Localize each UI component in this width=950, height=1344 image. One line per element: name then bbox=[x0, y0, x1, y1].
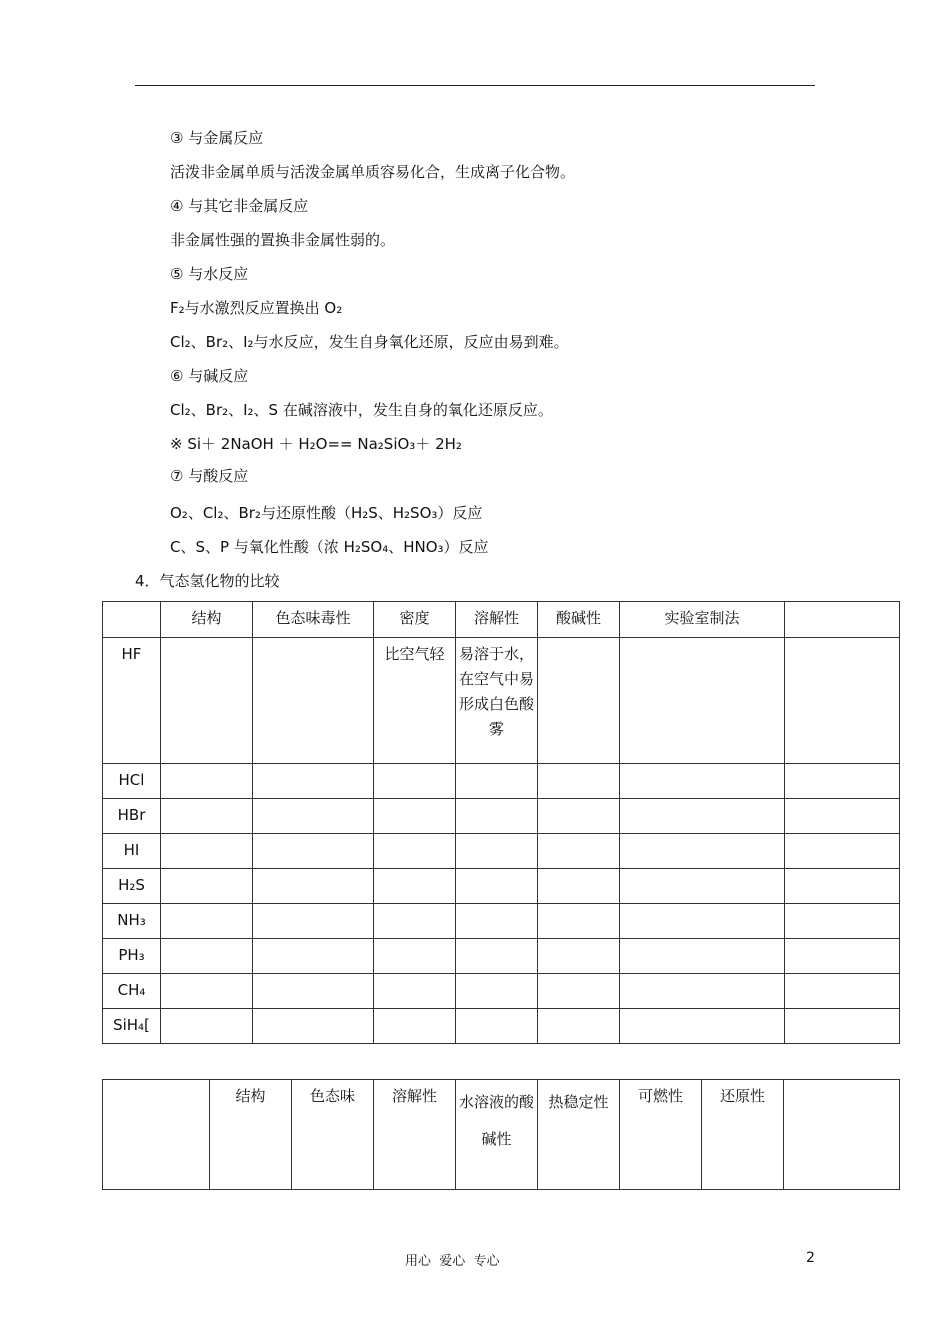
header-cell bbox=[784, 1080, 900, 1190]
table-cell bbox=[161, 974, 253, 1009]
table-cell bbox=[538, 834, 620, 869]
table-header-row bbox=[103, 602, 900, 638]
row-label: HBr bbox=[103, 799, 161, 834]
table-row bbox=[103, 799, 900, 834]
row-label: HCl bbox=[103, 764, 161, 799]
table-cell bbox=[161, 638, 253, 764]
table-row bbox=[103, 764, 900, 799]
table-cell bbox=[253, 764, 374, 799]
row-label: SiH₄[ bbox=[103, 1009, 161, 1044]
row-label: CH₄ bbox=[103, 974, 161, 1009]
header-cell: 实验室制法 bbox=[620, 602, 785, 638]
text-line: 非金属性强的置换非金属性弱的。 bbox=[170, 231, 396, 249]
table-cell bbox=[253, 904, 374, 939]
table-row bbox=[103, 834, 900, 869]
header-cell: 热稳定性 bbox=[538, 1080, 620, 1190]
footer-text: 用心 爱心 专心 bbox=[405, 1254, 500, 1269]
table-cell bbox=[620, 939, 785, 974]
table-cell bbox=[620, 1009, 785, 1044]
table-row bbox=[103, 939, 900, 974]
table-cell bbox=[620, 869, 785, 904]
hydride-properties-table bbox=[102, 1079, 900, 1190]
table-cell bbox=[161, 869, 253, 904]
table-cell bbox=[161, 939, 253, 974]
row-label: HI bbox=[103, 834, 161, 869]
table-cell bbox=[785, 1009, 900, 1044]
table-cell bbox=[785, 939, 900, 974]
text-line: ⑥ 与碱反应 bbox=[170, 367, 249, 385]
table-cell bbox=[253, 799, 374, 834]
text-line: ④ 与其它非金属反应 bbox=[170, 197, 309, 215]
text-line: ③ 与金属反应 bbox=[170, 129, 264, 147]
header-cell bbox=[103, 602, 161, 638]
table-cell bbox=[161, 764, 253, 799]
table-cell bbox=[374, 904, 456, 939]
table-cell bbox=[785, 904, 900, 939]
table-cell bbox=[456, 1009, 538, 1044]
table-cell bbox=[785, 974, 900, 1009]
table-cell bbox=[620, 638, 785, 764]
table-cell bbox=[374, 869, 456, 904]
table-row bbox=[103, 1009, 900, 1044]
header-cell: 结构 bbox=[161, 602, 253, 638]
table-cell bbox=[620, 799, 785, 834]
page-number: 2 bbox=[806, 1250, 815, 1266]
text-line: O₂、Cl₂、Br₂与还原性酸（H₂S、H₂SO₃）反应 bbox=[170, 504, 483, 522]
table-cell bbox=[374, 834, 456, 869]
text-line: Cl₂、Br₂、I₂与水反应，发生自身氧化还原，反应由易到难。 bbox=[170, 333, 569, 351]
row-label: NH₃ bbox=[103, 904, 161, 939]
table-cell bbox=[456, 939, 538, 974]
table-cell bbox=[253, 939, 374, 974]
table-cell bbox=[374, 764, 456, 799]
text-line: ※ Si＋ 2NaOH ＋ H₂O== Na₂SiO₃＋ 2H₂ bbox=[170, 435, 462, 453]
table-cell bbox=[620, 764, 785, 799]
header-cell: 还原性 bbox=[702, 1080, 784, 1190]
hydride-comparison-table bbox=[102, 601, 900, 1044]
table-row bbox=[103, 869, 900, 904]
table-cell bbox=[785, 799, 900, 834]
header-cell: 色态味毒性 bbox=[253, 602, 374, 638]
table-cell: 易溶于水，在空气中易形成白色酸雾 bbox=[456, 638, 538, 764]
table-cell bbox=[456, 764, 538, 799]
row-label: PH₃ bbox=[103, 939, 161, 974]
table-cell bbox=[161, 834, 253, 869]
text-line: ⑤ 与水反应 bbox=[170, 265, 249, 283]
table-cell bbox=[785, 869, 900, 904]
text-line: Cl₂、Br₂、I₂、S 在碱溶液中，发生自身的氧化还原反应。 bbox=[170, 401, 553, 419]
table-row bbox=[103, 904, 900, 939]
table-cell bbox=[538, 764, 620, 799]
table-cell bbox=[620, 834, 785, 869]
row-label: H₂S bbox=[103, 869, 161, 904]
header-cell: 溶解性 bbox=[456, 602, 538, 638]
table-header-row bbox=[103, 1080, 900, 1190]
table-cell bbox=[538, 1009, 620, 1044]
table-cell bbox=[538, 974, 620, 1009]
table-cell bbox=[253, 869, 374, 904]
table-cell bbox=[253, 1009, 374, 1044]
table-cell bbox=[620, 904, 785, 939]
table-cell bbox=[538, 904, 620, 939]
table-cell bbox=[374, 974, 456, 1009]
table-cell bbox=[253, 974, 374, 1009]
table-cell bbox=[456, 904, 538, 939]
text-line: C、S、P 与氧化性酸（浓 H₂SO₄、HNO₃）反应 bbox=[170, 538, 489, 556]
table-cell bbox=[456, 799, 538, 834]
table-cell bbox=[161, 904, 253, 939]
table-cell bbox=[374, 1009, 456, 1044]
header-cell bbox=[785, 602, 900, 638]
header-cell: 密度 bbox=[374, 602, 456, 638]
table-cell bbox=[456, 869, 538, 904]
table-cell bbox=[374, 799, 456, 834]
table-row bbox=[103, 974, 900, 1009]
header-cell: 酸碱性 bbox=[538, 602, 620, 638]
table-cell bbox=[538, 869, 620, 904]
table-cell bbox=[161, 799, 253, 834]
table-cell bbox=[253, 834, 374, 869]
section-heading: 4．气态氢化物的比较 bbox=[135, 572, 280, 590]
header-cell: 色态味 bbox=[292, 1080, 374, 1190]
table-cell bbox=[538, 799, 620, 834]
text-line: 活泼非金属单质与活泼金属单质容易化合，生成离子化合物。 bbox=[170, 163, 576, 181]
table-cell bbox=[161, 1009, 253, 1044]
table-cell bbox=[538, 638, 620, 764]
table-cell bbox=[374, 939, 456, 974]
row-label: HF bbox=[103, 638, 161, 764]
table-cell bbox=[456, 974, 538, 1009]
header-cell: 结构 bbox=[210, 1080, 292, 1190]
table-cell bbox=[253, 638, 374, 764]
header-rule bbox=[135, 85, 815, 86]
header-cell: 水溶液的酸碱性 bbox=[456, 1080, 538, 1190]
table-cell bbox=[620, 974, 785, 1009]
header-cell: 溶解性 bbox=[374, 1080, 456, 1190]
text-line: ⑦ 与酸反应 bbox=[170, 467, 249, 485]
table-cell: 比空气轻 bbox=[374, 638, 456, 764]
table-cell bbox=[785, 834, 900, 869]
table-cell bbox=[785, 638, 900, 764]
table-cell bbox=[456, 834, 538, 869]
text-line: F₂与水激烈反应置换出 O₂ bbox=[170, 299, 343, 317]
table-cell bbox=[538, 939, 620, 974]
header-cell: 可燃性 bbox=[620, 1080, 702, 1190]
table-cell bbox=[785, 764, 900, 799]
table-row bbox=[103, 638, 900, 764]
header-cell bbox=[103, 1080, 210, 1190]
